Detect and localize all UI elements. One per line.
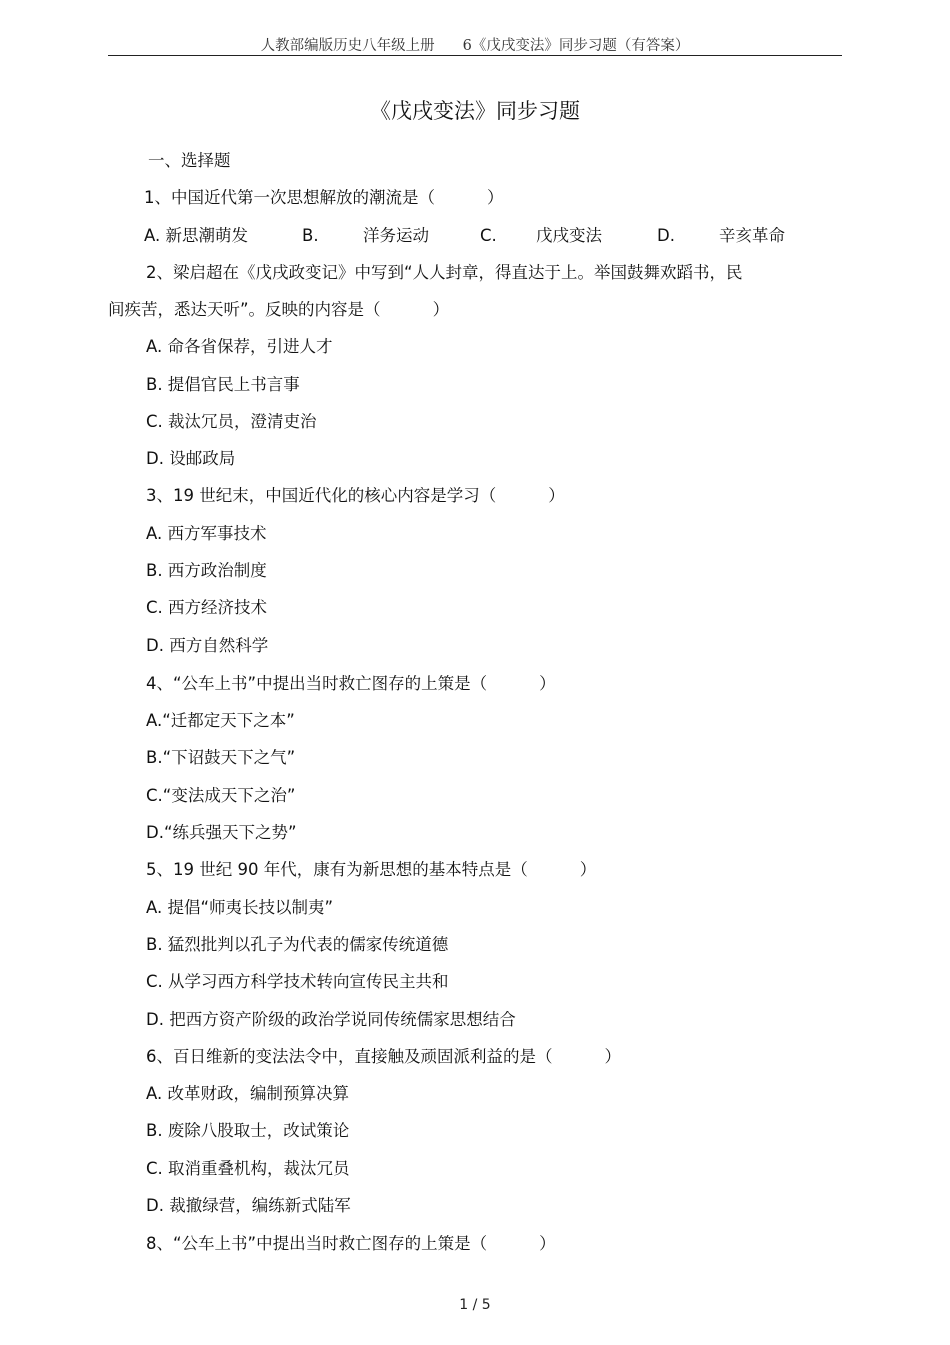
q6-option-c: C. 取消重叠机构，裁汰冗员 — [146, 1159, 350, 1178]
q1-option-b-text: 洋务运动 — [363, 226, 429, 245]
page-header — [108, 34, 842, 55]
q1-option-c-label: C. — [480, 226, 497, 245]
q2-option-b: B. 提倡官民上书言事 — [146, 375, 300, 394]
section-heading: 一、选择题 — [148, 151, 231, 170]
q5-option-a: A. 提倡“师夷长技以制夷” — [146, 898, 334, 917]
question-6-stem: 6、百日维新的变法法令中，直接触及顽固派利益的是（ ） — [146, 1047, 621, 1066]
q2-option-a: A. 命各省保荐，引进人才 — [146, 337, 333, 356]
q5-option-c: C. 从学习西方科学技术转向宣传民主共和 — [146, 972, 449, 991]
q3-option-d: D. 西方自然科学 — [146, 636, 269, 655]
page-title: 《戊戌变法》同步习题 — [370, 99, 580, 123]
q1-option-c-text: 戊戌变法 — [536, 226, 602, 245]
question-8-stem: 8、“公车上书”中提出当时救亡图存的上策是（ ） — [146, 1234, 556, 1253]
question-4-stem: 4、“公车上书”中提出当时救亡图存的上策是（ ） — [146, 674, 556, 693]
q3-option-c: C. 西方经济技术 — [146, 598, 268, 617]
q1-option-d-text: 辛亥革命 — [719, 226, 785, 245]
q2-option-c: C. 裁汰冗员，澄清吏治 — [146, 412, 317, 431]
question-5-stem: 5、19 世纪 90 年代，康有为新思想的基本特点是（ ） — [146, 860, 597, 879]
q3-option-a: A. 西方军事技术 — [146, 524, 267, 543]
q1-option-d-label: D. — [657, 226, 675, 245]
q1-option-b-label: B. — [302, 226, 319, 245]
q1-option-a: A. 新思潮萌发 — [144, 226, 248, 245]
q5-option-b: B. 猛烈批判以孔子为代表的儒家传统道德 — [146, 935, 449, 954]
page-number: 1 / 5 — [459, 1297, 491, 1313]
q4-option-d: D.“练兵强天下之势” — [146, 823, 297, 842]
q4-option-a: A.“迁都定天下之本” — [146, 711, 295, 730]
q6-option-a: A. 改革财政，编制预算决算 — [146, 1084, 349, 1103]
q3-option-b: B. 西方政治制度 — [146, 561, 267, 580]
question-2-stem-line1: 2、梁启超在《戊戌政变记》中写到“人人封章，得直达于上。举国鼓舞欢蹈书，民 — [146, 263, 743, 282]
q4-option-b: B.“下诏鼓天下之气” — [146, 748, 296, 767]
q2-option-d: D. 设邮政局 — [146, 449, 236, 468]
q6-option-b: B. 废除八股取士，改试策论 — [146, 1121, 350, 1140]
question-3-stem: 3、19 世纪末，中国近代化的核心内容是学习（ ） — [146, 486, 565, 505]
question-2-stem-line2: 间疾苦，悉达天听”。反映的内容是（ ） — [108, 300, 450, 319]
header-rule — [108, 55, 842, 56]
header-right: 6《戊戌变法》同步习题（有答案） — [462, 38, 690, 54]
header-left: 人教部编版历史八年级上册 — [260, 38, 435, 54]
question-1-stem: 1、中国近代第一次思想解放的潮流是（ ） — [144, 188, 504, 207]
q5-option-d: D. 把西方资产阶级的政治学说同传统儒家思想结合 — [146, 1010, 516, 1029]
q6-option-d: D. 裁撤绿营，编练新式陆军 — [146, 1196, 351, 1215]
q4-option-c: C.“变法成天下之治” — [146, 786, 296, 805]
